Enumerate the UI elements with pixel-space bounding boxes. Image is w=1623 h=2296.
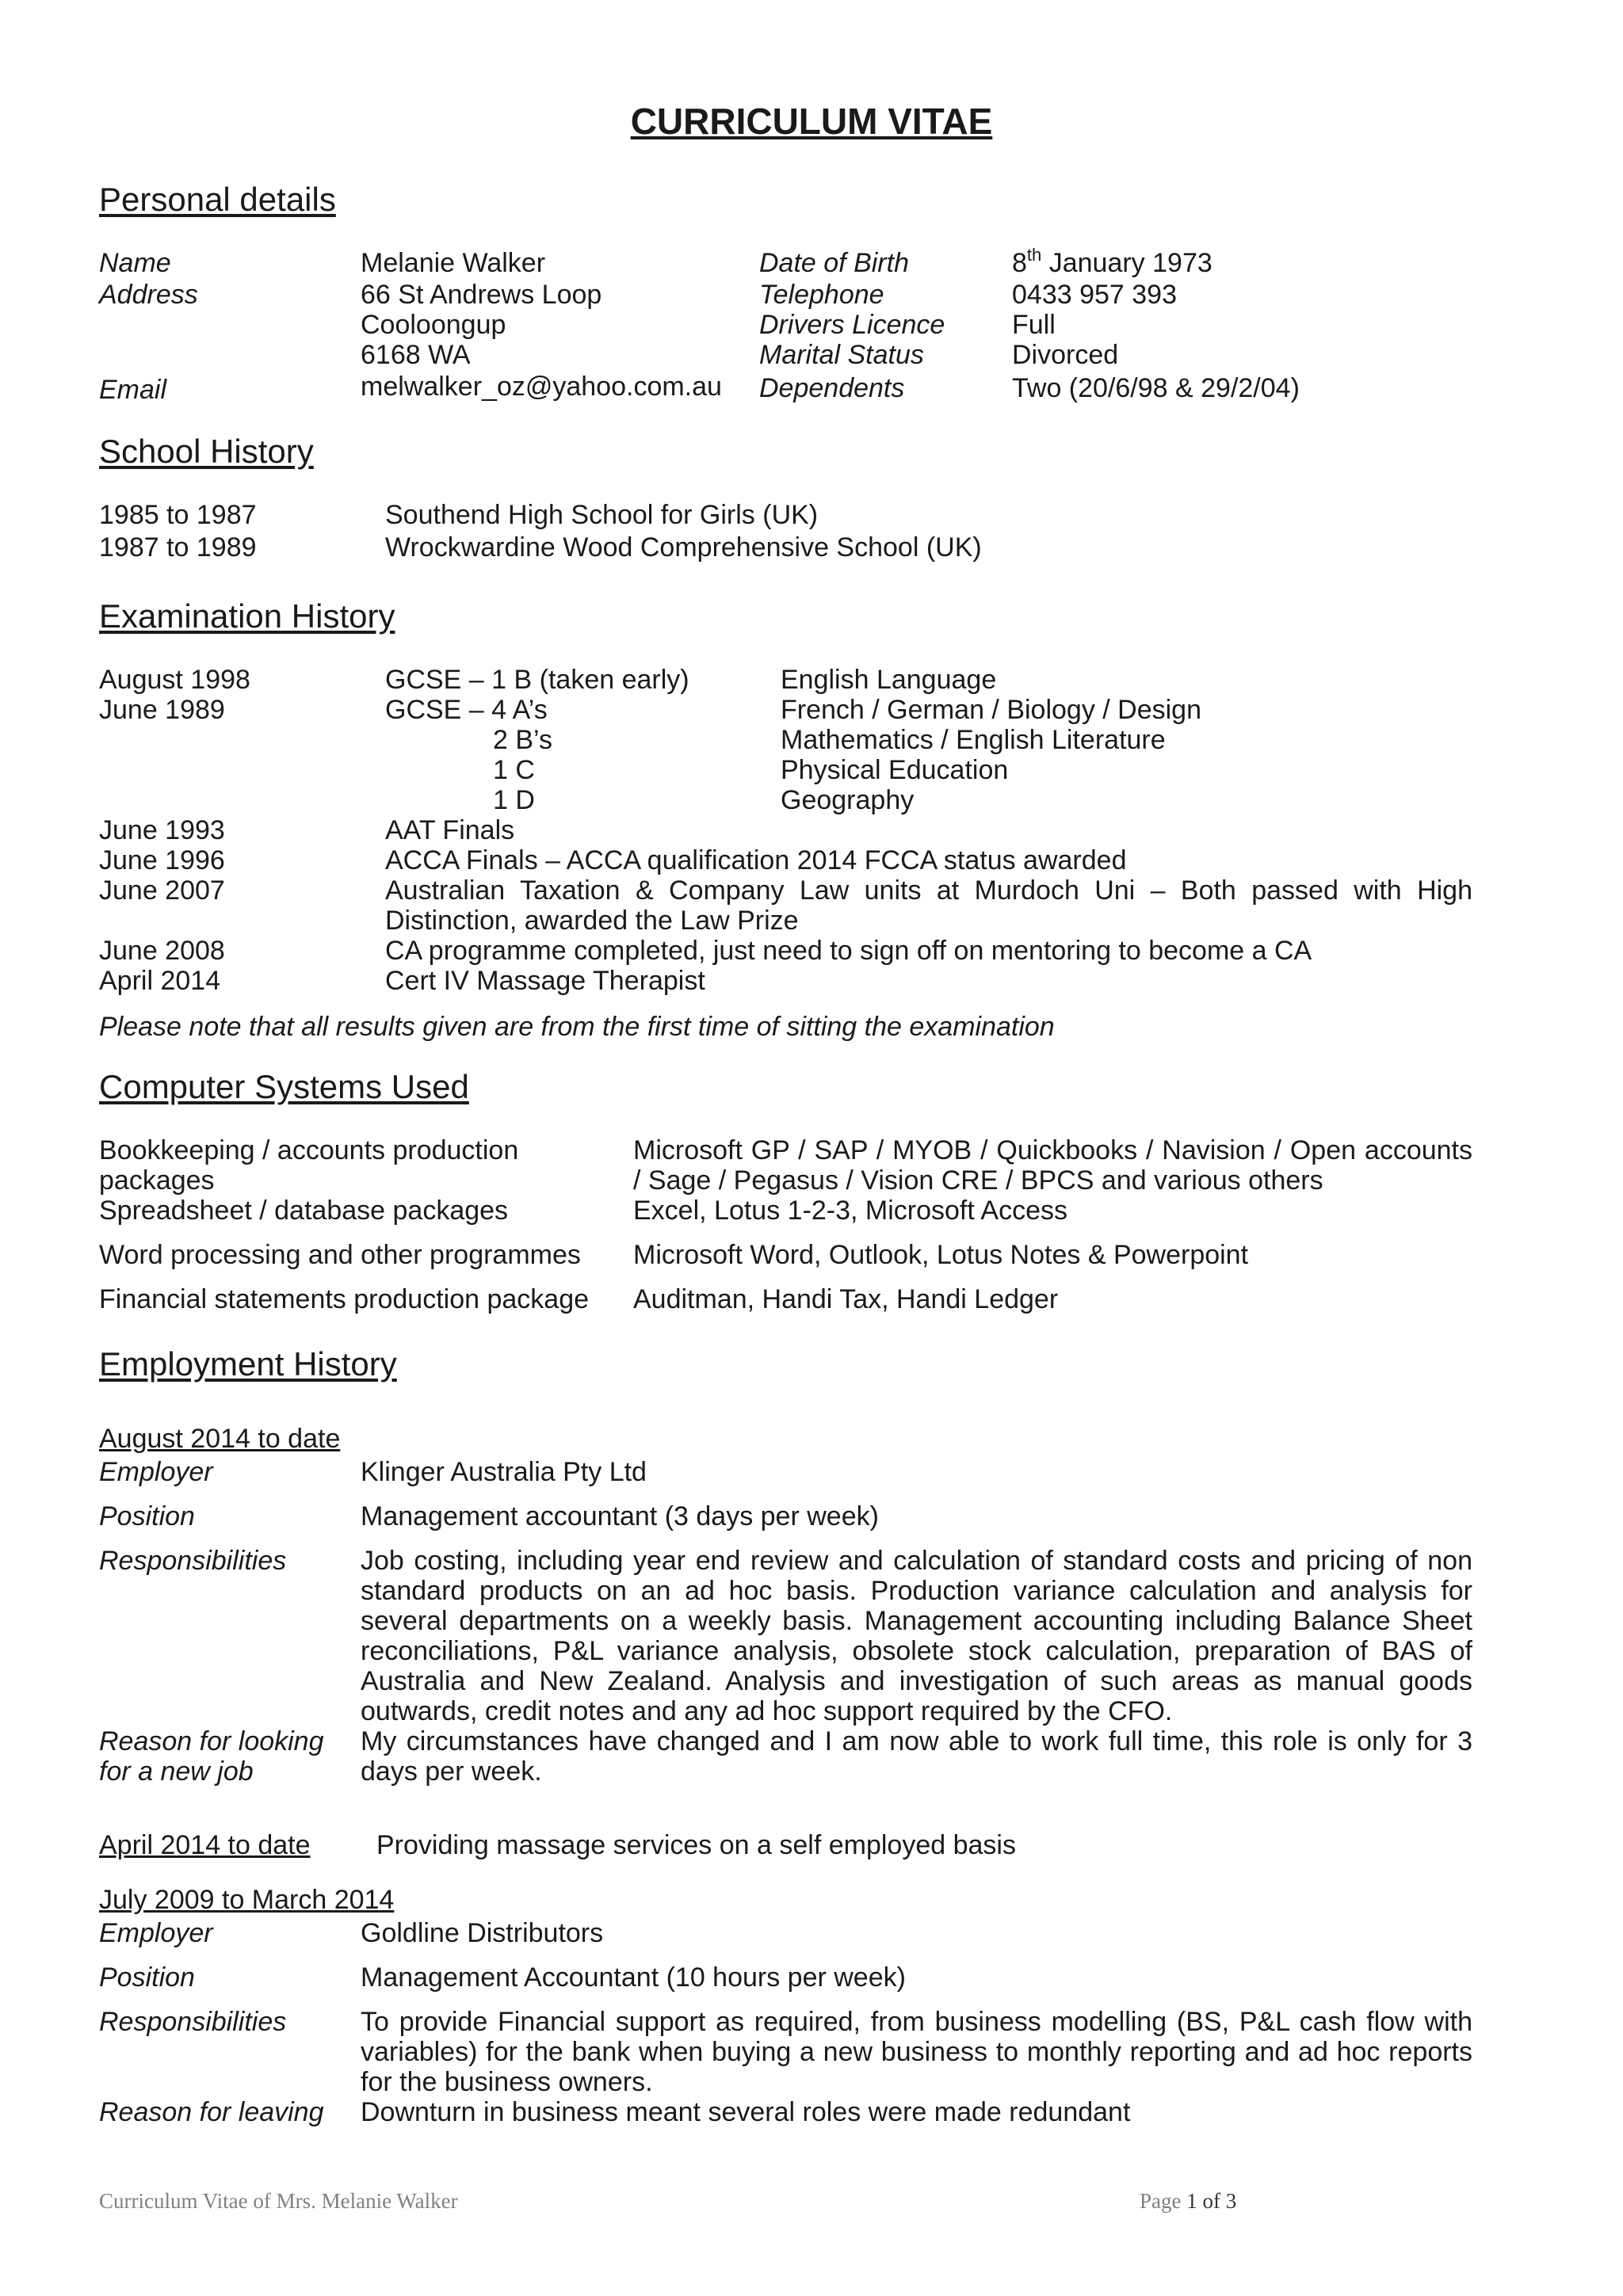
- computer-category-1: Bookkeeping / accounts production packages: [99, 1135, 519, 1196]
- exam-grade-1: GCSE – 1 B (taken early): [385, 665, 689, 695]
- job3-position: Management Accountant (10 hours per week): [361, 1962, 906, 1993]
- value-telephone: 0433 957 393: [1012, 280, 1177, 310]
- job1-responsibilities-label: Responsibilities: [99, 1546, 287, 1576]
- job1-position-label: Position: [99, 1501, 195, 1531]
- exam-date-ca: June 2008: [99, 936, 225, 966]
- footer-page-count: 1 of 3: [1186, 2189, 1237, 2213]
- job3-reason-label: Reason for leaving: [99, 2097, 324, 2127]
- exam-date-1: August 1998: [99, 665, 250, 695]
- footer-document-name: Curriculum Vitae of Mrs. Melanie Walker: [99, 2189, 458, 2213]
- computer-systems-3: Microsoft Word, Outlook, Lotus Notes & Powerpoint: [633, 1240, 1249, 1270]
- job1-responsibilities: Job costing, including year end review and calculation of standard costs and pricing of non standard products on an ad hoc basis. Production variance calculation and analysis for several departments on a weekly basis. Management accounting including Balance Sheet reconciliations, P&L variance analysis, obsolete stock calculation, preparation of BAS of Australia and New Zealand. Analysis and investigation of such areas as manual goods outwards, credit notes and any ad hoc support required by the CFO.: [361, 1546, 1472, 1726]
- exam-desc-aat: AAT Finals: [385, 815, 515, 845]
- computer-category-3: Word processing and other programmes: [99, 1240, 581, 1270]
- computer-systems-1: Microsoft GP / SAP / MYOB / Quickbooks / Navision / Open accounts / Sage / Pegasus / Vision CRE / BPCS and various others: [633, 1135, 1472, 1196]
- label-address: Address: [99, 280, 198, 310]
- job2-period: April 2014 to date: [99, 1830, 311, 1860]
- exam-date-2: June 1989: [99, 695, 225, 725]
- exam-grade-3: 2 B’s: [493, 725, 552, 755]
- exam-date-acca: June 1996: [99, 845, 225, 875]
- job1-position: Management accountant (3 days per week): [361, 1501, 879, 1531]
- footer-page-number: [1140, 2189, 1236, 2214]
- value-dependents: Two (20/6/98 & 29/2/04): [1012, 373, 1300, 403]
- value-marital-status: Divorced: [1012, 340, 1119, 370]
- job3-responsibilities: To provide Financial support as required, from business modelling (BS, P&L cash flow with variables) for the bank when buying a new business to monthly reporting and ad hoc reports for the business owners.: [361, 2007, 1472, 2097]
- exam-note: Please note that all results given are from the first time of sitting the examination: [99, 1012, 1055, 1042]
- label-dob: Date of Birth: [759, 248, 909, 278]
- exam-desc-acca: ACCA Finals – ACCA qualification 2014 FCCA status awarded: [385, 845, 1127, 875]
- heading-computer-systems: Computer Systems Used: [99, 1068, 469, 1105]
- computer-systems-2: Excel, Lotus 1-2-3, Microsoft Access: [633, 1196, 1067, 1226]
- dob-rest: January 1973: [1041, 248, 1212, 278]
- label-telephone: Telephone: [759, 280, 884, 310]
- label-drivers-licence: Drivers Licence: [759, 310, 945, 340]
- job1-reason-label-line1: Reason for looking: [99, 1726, 324, 1756]
- job2-description: Providing massage services on a self employed basis: [376, 1830, 1016, 1860]
- exam-grade-4: 1 C: [493, 755, 535, 785]
- exam-date-murdoch: June 2007: [99, 875, 225, 906]
- heading-personal-details: Personal details: [99, 181, 336, 218]
- computer-category-2: Spreadsheet / database packages: [99, 1196, 509, 1226]
- label-dependents: Dependents: [759, 373, 905, 403]
- job3-position-label: Position: [99, 1962, 195, 1993]
- exam-grade-5: 1 D: [493, 785, 535, 815]
- exam-subject-5: Geography: [781, 785, 915, 815]
- exam-subject-1: English Language: [781, 665, 997, 695]
- dob-suffix: th: [1026, 245, 1042, 265]
- job1-employer-label: Employer: [99, 1457, 213, 1487]
- value-drivers-licence: Full: [1012, 310, 1056, 340]
- value-name: Melanie Walker: [361, 248, 546, 278]
- job1-reason: My circumstances have changed and I am now able to work full time, this role is only for 3 days per week.: [361, 1726, 1472, 1787]
- exam-desc-murdoch: Australian Taxation & Company Law units at Murdoch Uni – Both passed with High Distinction, awarded the Law Prize: [385, 875, 1472, 936]
- exam-desc-ca: CA programme completed, just need to sign off on mentoring to become a CA: [385, 936, 1312, 966]
- label-marital-status: Marital Status: [759, 340, 924, 370]
- document-title: CURRICULUM VITAE: [630, 101, 993, 142]
- value-address-line2: Cooloongup: [361, 310, 506, 340]
- computer-category-4: Financial statements production package: [99, 1284, 590, 1314]
- dob-day: 8: [1012, 248, 1027, 278]
- heading-examination-history: Examination History: [99, 597, 395, 635]
- label-email: Email: [99, 375, 167, 405]
- job3-reason: Downturn in business meant several roles were made redundant: [361, 2097, 1131, 2127]
- job3-employer-label: Employer: [99, 1918, 213, 1948]
- job1-employer: Klinger Australia Pty Ltd: [361, 1457, 647, 1487]
- exam-subject-4: Physical Education: [781, 755, 1009, 785]
- school-years-1: 1985 to 1987: [99, 500, 257, 530]
- job1-period: August 2014 to date: [99, 1424, 341, 1454]
- job3-period: July 2009 to March 2014: [99, 1885, 395, 1915]
- footer-page-word: Page: [1140, 2189, 1187, 2213]
- exam-date-aat: June 1993: [99, 815, 225, 845]
- value-email: melwalker_oz@yahoo.com.au: [361, 372, 722, 402]
- school-years-2: 1987 to 1989: [99, 532, 257, 563]
- heading-school-history: School History: [99, 433, 314, 470]
- exam-grade-2: GCSE – 4 A’s: [385, 695, 548, 725]
- exam-date-massage: April 2014: [99, 966, 221, 996]
- school-name-1: Southend High School for Girls (UK): [385, 500, 819, 530]
- job3-responsibilities-label: Responsibilities: [99, 2007, 287, 2037]
- exam-subject-3: Mathematics / English Literature: [781, 725, 1166, 755]
- job1-reason-label-line2: for a new job: [99, 1756, 254, 1787]
- job3-employer: Goldline Distributors: [361, 1918, 604, 1948]
- value-dob: [1012, 245, 1212, 278]
- value-address-line3: 6168 WA: [361, 340, 471, 370]
- value-address-line1: 66 St Andrews Loop: [361, 280, 602, 310]
- heading-employment-history: Employment History: [99, 1345, 397, 1383]
- exam-subject-2: French / German / Biology / Design: [781, 695, 1202, 725]
- school-name-2: Wrockwardine Wood Comprehensive School (UK): [385, 532, 982, 563]
- exam-desc-massage: Cert IV Massage Therapist: [385, 966, 705, 996]
- label-name: Name: [99, 248, 171, 278]
- computer-systems-4: Auditman, Handi Tax, Handi Ledger: [633, 1284, 1059, 1314]
